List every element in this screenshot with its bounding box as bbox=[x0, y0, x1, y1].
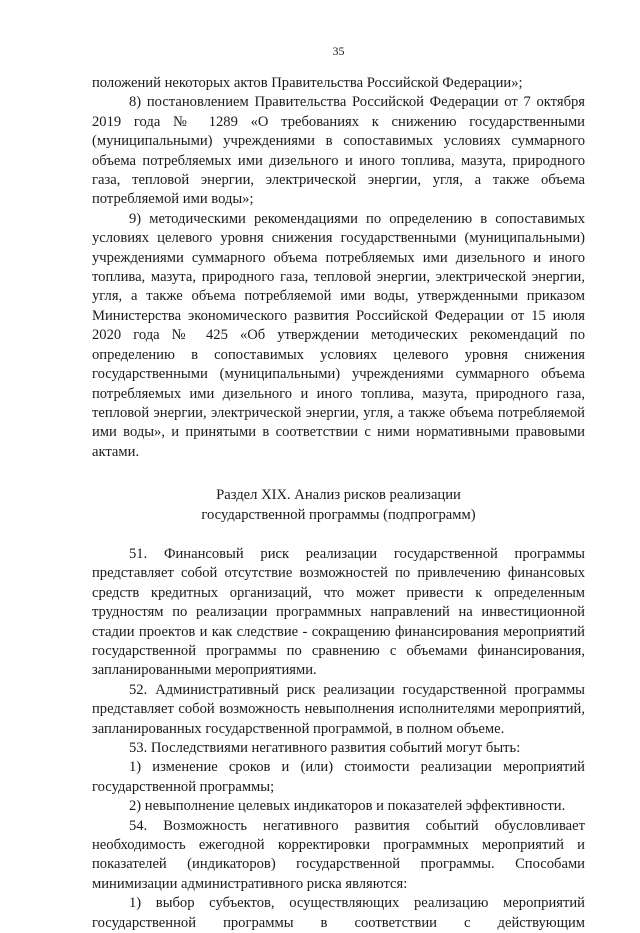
paragraph-54-item-1: 1) выбор субъектов, осуществляющих реализацию мероприятий государственной программы в соответствии с действующим bbox=[92, 895, 585, 931]
paragraph-item-8: 8) постановлением Правительства Российской Федерации от 7 октября 2019 года № 1289 «О требованиях к снижению государственными (муниципальными) учреждениями в сопоставимых условиях суммарного объема потребляемых ими дизельного и иного топлива, мазута, природного газа, тепловой энергии, электрической энергии, угля, а также объема потребляемой ими воды»; bbox=[92, 94, 585, 208]
section-heading-line-1: Раздел XIX. Анализ рисков реализации bbox=[216, 487, 461, 504]
paragraph-54: 54. Возможность негативного развития событий обусловливает необходимость ежегодной корректировки программных мероприятий и показателей (индикаторов) государственной программы. Способами минимизации административного риска являются: bbox=[92, 817, 585, 892]
paragraph-53-item-2: 2) невыполнение целевых индикаторов и показателей эффективности. bbox=[129, 798, 566, 815]
page-number: 35 bbox=[332, 44, 345, 58]
paragraph-53: 53. Последствиями негативного развития событий могут быть: bbox=[129, 740, 521, 756]
paragraph-continuation: положений некоторых актов Правительства Российской Федерации»; bbox=[92, 75, 523, 91]
paragraph-52: 52. Административный риск реализации государственной программы представляет собой возможность невыполнения исполнителями мероприятий, запланированных государственной программой, в полном объеме. bbox=[92, 681, 585, 737]
section-heading-line-2: государственной программы (подпрограмм) bbox=[201, 506, 476, 523]
paragraph-53-item-1: 1) изменение сроков и (или) стоимости реализации мероприятий государственной программы; bbox=[92, 759, 585, 795]
paragraph-item-9: 9) методическими рекомендациями по определению в сопоставимых условиях целевого уровня снижения государственными (муниципальными) учреждениями суммарного объема потребляемых ими дизельного и иного топлива, мазута, природного газа, тепловой энергии, электрической энергии, угля, а также объема потребляемой ими воды, утвержденными приказом Министерства экономического развития Российской Федерации от 15 июля 2020 года № 425 «Об утверждении методических рекомендаций по определению в сопоставимых условиях целевого уровня снижения государственными (муниципальными) учреждениями суммарного объема потребляемых ими дизельного и иного топлива, мазута, природного газа, тепловой энергии, электрической энергии, угля, а также объема потребляемой ими воды», и принятыми в соответствии с ними нормативными правовыми актами. bbox=[92, 210, 585, 460]
section-heading bbox=[92, 486, 585, 525]
paragraph-51: 51. Финансовый риск реализации государственной программы представляет собой отсутствие возможностей по привлечению финансовых средств кредитных организаций, что может привести к определенным трудностям по реализации программных направлений на инвестиционной стадии проектов и как следствие - сокращению финансирования мероприятий государственной программы по сравнению с объемами финансирования, запланированными мероприятиями. bbox=[92, 545, 585, 679]
